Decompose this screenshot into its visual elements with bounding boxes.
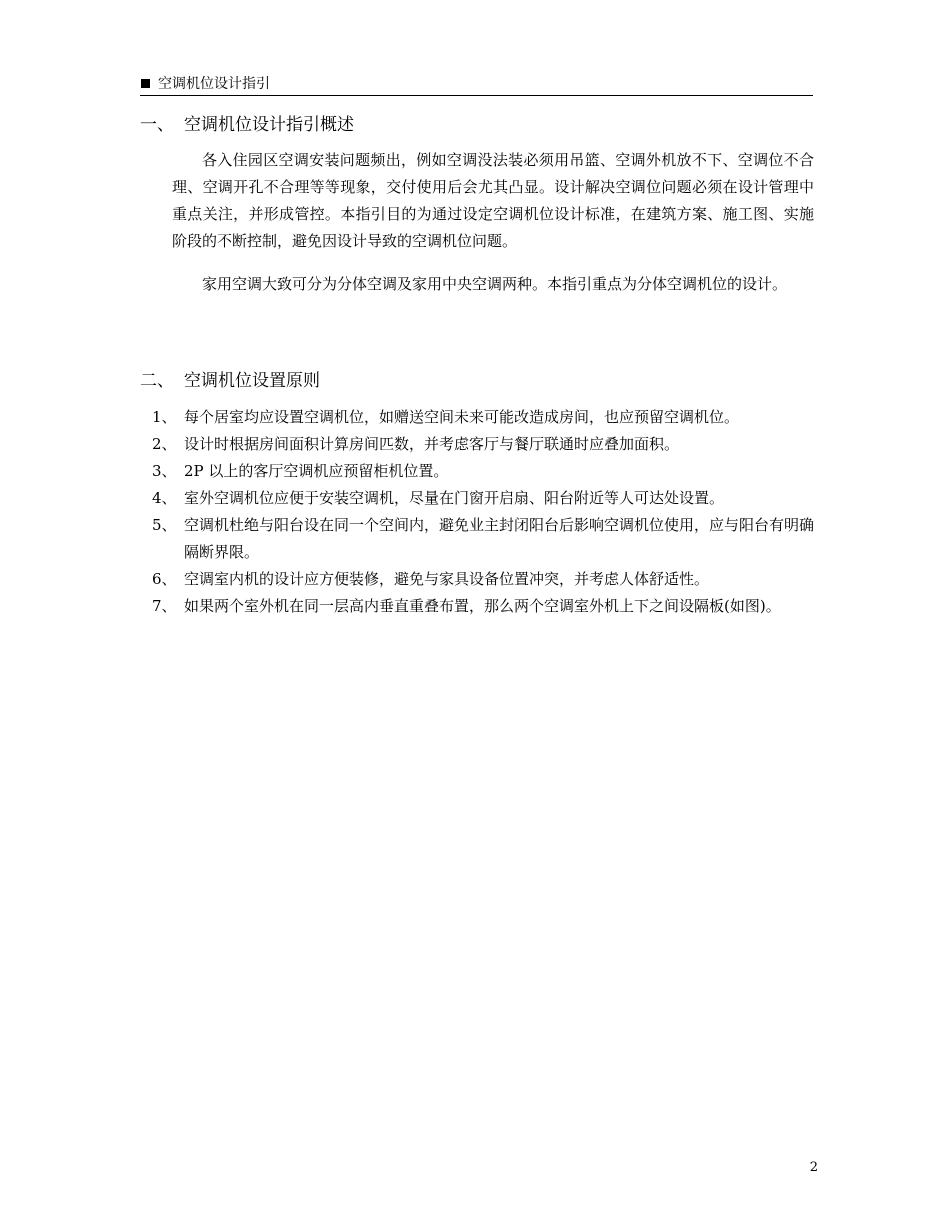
list-item — [152, 485, 822, 512]
section-1-paragraph-1: 各入住园区空调安装问题频出，例如空调没法装必须用吊篮、空调外机放不下、空调位不合理、空调开孔不合理等等现象，交付使用后会尤其凸显。设计解决空调位问题必须在设计管理中重点关注，并形成管控。本指引目的为通过设定空调机位设计标准，在建筑方案、施工图、实施阶段的不断控制，避免因设计导致的空调机位问题。 — [172, 151, 814, 250]
list-item — [152, 404, 822, 431]
list-item-text: 设计时根据房间面积计算房间匹数，并考虑客厅与餐厅联通时应叠加面积。 — [184, 435, 680, 453]
section-1-number: 一、 — [140, 115, 174, 135]
list-item-text: 空调室内机的设计应方便装修，避免与家具设备位置冲突，并考虑人体舒适性。 — [184, 570, 710, 588]
running-header-title: 空调机位设计指引 — [158, 76, 270, 92]
list-item-index: 3、 — [152, 462, 177, 480]
list-item-text: 室外空调机位应便于安装空调机，尽量在门窗开启扇、阳台附近等人可达处设置。 — [184, 489, 725, 507]
list-item-index: 7、 — [152, 597, 177, 615]
section-1-title: 空调机位设计指引概述 — [184, 115, 354, 135]
list-item-index: 2、 — [152, 435, 177, 453]
list-item — [152, 566, 822, 593]
section-2-number: 二、 — [140, 371, 174, 391]
list-item — [152, 512, 822, 566]
list-item-text: 每个居室均应设置空调机位，如赠送空间未来可能改造成房间，也应预留空调机位。 — [184, 408, 740, 426]
principles-list — [152, 404, 822, 620]
list-item-index: 1、 — [152, 408, 177, 426]
list-item-text: 空调机杜绝与阳台设在同一个空间内，避免业主封闭阳台后影响空调机位使用，应与阳台有明确隔断界限。 — [184, 516, 815, 561]
list-item-index: 5、 — [152, 516, 177, 534]
list-item-text: 2P 以上的客厅空调机应预留柜机位置。 — [184, 462, 449, 480]
section-1-paragraph-2: 家用空调大致可分为分体空调及家用中央空调两种。本指引重点为分体空调机位的设计。 — [202, 275, 788, 293]
list-item-index: 4、 — [152, 489, 177, 507]
black-square-bullet-icon — [141, 79, 150, 88]
section-2-heading — [140, 370, 320, 392]
running-header — [140, 75, 813, 96]
list-item — [152, 458, 822, 485]
section-1-heading — [140, 114, 354, 136]
section-2-title: 空调机位设置原则 — [184, 371, 320, 391]
list-item — [152, 593, 822, 620]
list-item-index: 6、 — [152, 570, 177, 588]
page-number: 2 — [809, 1160, 818, 1175]
list-item — [152, 431, 822, 458]
list-item-text: 如果两个室外机在同一层高内垂直重叠布置，那么两个空调室外机上下之间设隔板(如图)。 — [184, 597, 781, 615]
